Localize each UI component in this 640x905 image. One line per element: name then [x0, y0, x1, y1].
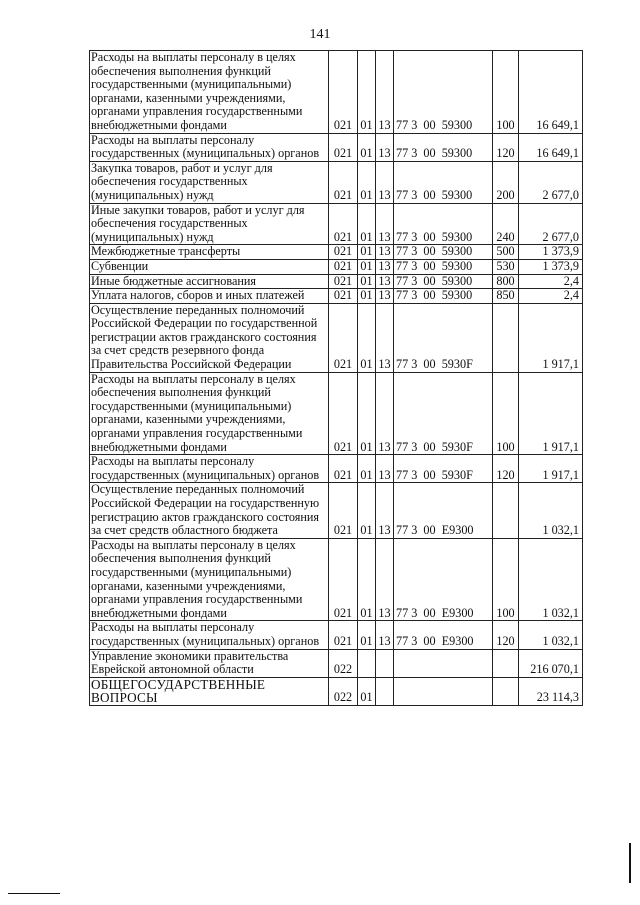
amount-cell: 1 032,1 — [519, 621, 583, 649]
expense-name-cell: Расходы на выплаты персоналу в целях обеспечения выполнения функций государственными (муниципальными) органами, казенными учреждениями, органами управления государственными внебюджетными фондами — [90, 538, 329, 621]
amount-cell: 2 677,0 — [519, 161, 583, 203]
subsection-code-cell — [376, 677, 394, 705]
budget-table-body — [90, 51, 583, 706]
table-row — [90, 538, 583, 621]
expense-name-cell: Межбюджетные трансферты — [90, 245, 329, 260]
admin-code-cell: 021 — [329, 133, 358, 161]
page-number: 141 — [309, 27, 331, 42]
expense-name-cell: Осуществление переданных полномочий Российской Федерации на государственную регистрацию актов гражданского состояния за счет средств областного бюджета — [90, 483, 329, 538]
admin-code-cell: 022 — [329, 649, 358, 677]
amount-cell: 1 373,9 — [519, 259, 583, 274]
table-row — [90, 372, 583, 455]
table-row — [90, 274, 583, 289]
section-code-cell: 01 — [358, 259, 376, 274]
expense-name-cell: ОБЩЕГОСУДАРСТВЕННЫЕ ВОПРОСЫ — [90, 677, 329, 705]
target-article-cell: 77 3 00 E9300 — [394, 483, 493, 538]
section-code-cell: 01 — [358, 677, 376, 705]
section-code-cell: 01 — [358, 621, 376, 649]
amount-cell: 1 373,9 — [519, 245, 583, 260]
section-code-cell: 01 — [358, 51, 376, 134]
subsection-code-cell: 13 — [376, 289, 394, 304]
expense-name-cell: Субвенции — [90, 259, 329, 274]
target-article-cell: 77 3 00 59300 — [394, 259, 493, 274]
target-article-cell: 77 3 00 59300 — [394, 133, 493, 161]
amount-cell: 2 677,0 — [519, 203, 583, 245]
expense-name-cell: Расходы на выплаты персоналу государственных (муниципальных) органов — [90, 621, 329, 649]
budget-table — [89, 50, 583, 706]
section-code-cell: 01 — [358, 372, 376, 455]
expense-type-cell: 100 — [493, 51, 519, 134]
section-code-cell: 01 — [358, 483, 376, 538]
subsection-code-cell: 13 — [376, 372, 394, 455]
expense-type-cell: 120 — [493, 455, 519, 483]
amount-cell: 2,4 — [519, 289, 583, 304]
target-article-cell: 77 3 00 59300 — [394, 51, 493, 134]
expense-type-cell: 120 — [493, 133, 519, 161]
target-article-cell: 77 3 00 59300 — [394, 161, 493, 203]
table-row — [90, 677, 583, 705]
admin-code-cell: 021 — [329, 455, 358, 483]
expense-name-cell: Уплата налогов, сборов и иных платежей — [90, 289, 329, 304]
admin-code-cell: 021 — [329, 245, 358, 260]
admin-code-cell: 021 — [329, 372, 358, 455]
admin-code-cell: 021 — [329, 303, 358, 372]
target-article-cell: 77 3 00 E9300 — [394, 621, 493, 649]
expense-name-cell: Расходы на выплаты персоналу государственных (муниципальных) органов — [90, 455, 329, 483]
subsection-code-cell: 13 — [376, 538, 394, 621]
amount-cell: 16 649,1 — [519, 133, 583, 161]
table-row — [90, 483, 583, 538]
admin-code-cell: 021 — [329, 289, 358, 304]
expense-name-cell: Иные закупки товаров, работ и услуг для обеспечения государственных (муниципальных) нужд — [90, 203, 329, 245]
expense-name-cell: Расходы на выплаты персоналу в целях обеспечения выполнения функций государственными (муниципальными) органами, казенными учреждениями, органами управления государственными внебюджетными фондами — [90, 372, 329, 455]
amount-cell: 16 649,1 — [519, 51, 583, 134]
table-row — [90, 133, 583, 161]
table-row — [90, 259, 583, 274]
admin-code-cell: 022 — [329, 677, 358, 705]
target-article-cell — [394, 649, 493, 677]
section-code-cell: 01 — [358, 303, 376, 372]
admin-code-cell: 021 — [329, 161, 358, 203]
target-article-cell: 77 3 00 5930F — [394, 372, 493, 455]
expense-type-cell: 500 — [493, 245, 519, 260]
target-article-cell: 77 3 00 59300 — [394, 245, 493, 260]
expense-type-cell — [493, 303, 519, 372]
target-article-cell — [394, 677, 493, 705]
section-code-cell — [358, 649, 376, 677]
section-code-cell: 01 — [358, 289, 376, 304]
admin-code-cell: 021 — [329, 259, 358, 274]
subsection-code-cell: 13 — [376, 133, 394, 161]
table-row — [90, 289, 583, 304]
subsection-code-cell: 13 — [376, 621, 394, 649]
section-code-cell: 01 — [358, 133, 376, 161]
expense-type-cell: 100 — [493, 372, 519, 455]
table-row — [90, 51, 583, 134]
admin-code-cell: 021 — [329, 203, 358, 245]
subsection-code-cell — [376, 649, 394, 677]
subsection-code-cell: 13 — [376, 274, 394, 289]
table-row — [90, 303, 583, 372]
table-row — [90, 161, 583, 203]
amount-cell: 1 032,1 — [519, 483, 583, 538]
amount-cell: 216 070,1 — [519, 649, 583, 677]
expense-type-cell: 100 — [493, 538, 519, 621]
table-row — [90, 621, 583, 649]
section-code-cell: 01 — [358, 538, 376, 621]
subsection-code-cell: 13 — [376, 161, 394, 203]
section-code-cell: 01 — [358, 161, 376, 203]
expense-name-cell: Расходы на выплаты персоналу государственных (муниципальных) органов — [90, 133, 329, 161]
section-code-cell: 01 — [358, 274, 376, 289]
target-article-cell: 77 3 00 59300 — [394, 203, 493, 245]
admin-code-cell: 021 — [329, 538, 358, 621]
expense-type-cell: 240 — [493, 203, 519, 245]
table-row — [90, 649, 583, 677]
expense-type-cell: 200 — [493, 161, 519, 203]
section-code-cell: 01 — [358, 203, 376, 245]
target-article-cell: 77 3 00 5930F — [394, 455, 493, 483]
subsection-code-cell: 13 — [376, 303, 394, 372]
subsection-code-cell: 13 — [376, 245, 394, 260]
section-code-cell: 01 — [358, 455, 376, 483]
expense-name-cell: Закупка товаров, работ и услуг для обеспечения государственных (муниципальных) нужд — [90, 161, 329, 203]
expense-type-cell — [493, 649, 519, 677]
subsection-code-cell: 13 — [376, 483, 394, 538]
target-article-cell: 77 3 00 E9300 — [394, 538, 493, 621]
admin-code-cell: 021 — [329, 274, 358, 289]
margin-mark — [629, 843, 631, 883]
target-article-cell: 77 3 00 5930F — [394, 303, 493, 372]
expense-type-cell — [493, 483, 519, 538]
subsection-code-cell: 13 — [376, 259, 394, 274]
target-article-cell: 77 3 00 59300 — [394, 274, 493, 289]
expense-name-cell: Осуществление переданных полномочий Российской Федерации по государственной регистрации актов гражданского состояния за счет средств резервного фонда Правительства Российской Федерации — [90, 303, 329, 372]
expense-type-cell — [493, 677, 519, 705]
target-article-cell: 77 3 00 59300 — [394, 289, 493, 304]
amount-cell: 23 114,3 — [519, 677, 583, 705]
table-row — [90, 203, 583, 245]
amount-cell: 1 917,1 — [519, 455, 583, 483]
expense-type-cell: 850 — [493, 289, 519, 304]
expense-type-cell: 530 — [493, 259, 519, 274]
amount-cell: 1 032,1 — [519, 538, 583, 621]
expense-type-cell: 800 — [493, 274, 519, 289]
expense-name-cell: Расходы на выплаты персоналу в целях обеспечения выполнения функций государственными (муниципальными) органами, казенными учреждениями, органами управления государственными внебюджетными фондами — [90, 51, 329, 134]
table-row — [90, 245, 583, 260]
footnote-line — [8, 893, 60, 894]
section-code-cell: 01 — [358, 245, 376, 260]
amount-cell: 1 917,1 — [519, 303, 583, 372]
amount-cell: 2,4 — [519, 274, 583, 289]
admin-code-cell: 021 — [329, 483, 358, 538]
admin-code-cell: 021 — [329, 51, 358, 134]
table-row — [90, 455, 583, 483]
subsection-code-cell: 13 — [376, 455, 394, 483]
amount-cell: 1 917,1 — [519, 372, 583, 455]
subsection-code-cell: 13 — [376, 203, 394, 245]
admin-code-cell: 021 — [329, 621, 358, 649]
expense-name-cell: Управление экономики правительства Еврейской автономной области — [90, 649, 329, 677]
expense-name-cell: Иные бюджетные ассигнования — [90, 274, 329, 289]
subsection-code-cell: 13 — [376, 51, 394, 134]
expense-type-cell: 120 — [493, 621, 519, 649]
